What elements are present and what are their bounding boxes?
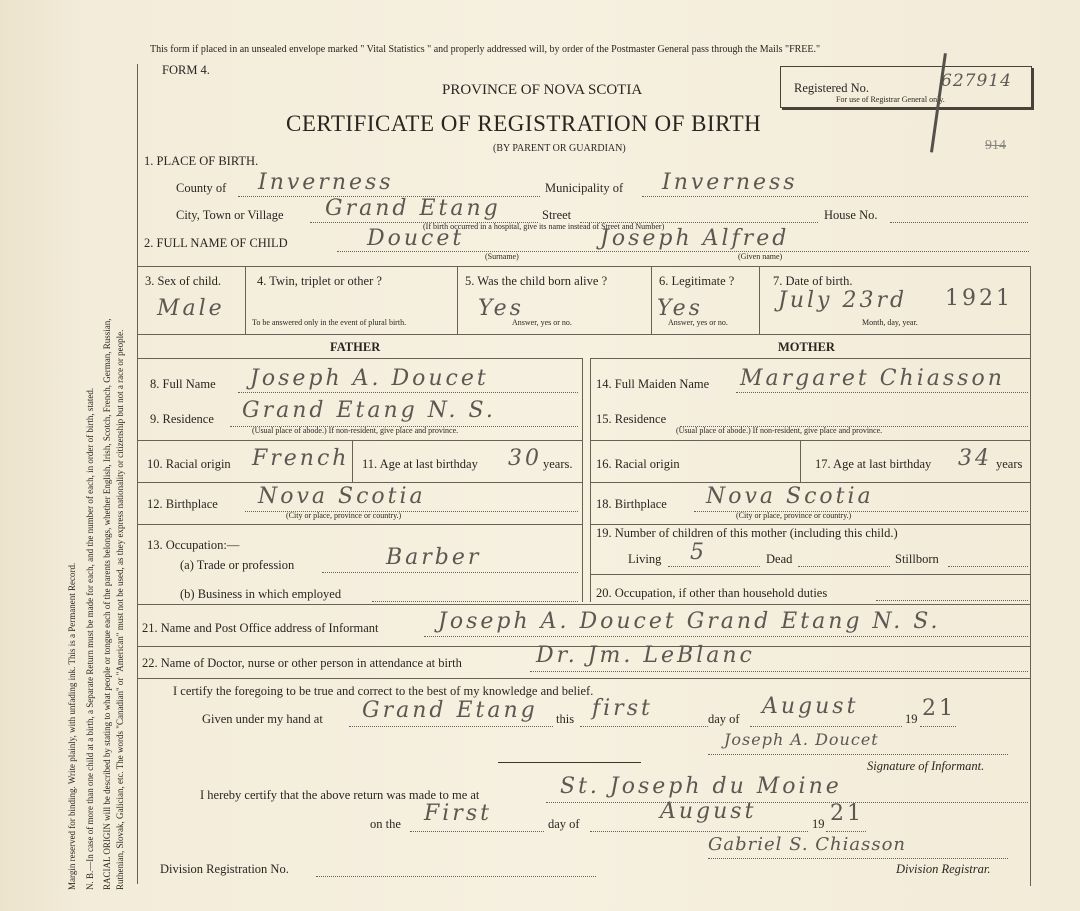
return-place: St. Joseph du Moine [560,774,842,799]
father-years: years. [543,457,573,471]
children-count-label: 19. Number of children of this mother (including this child.) [596,526,898,540]
return-year-suffix: 21 [830,801,864,826]
mother-name: Margaret Chiasson [740,366,1005,391]
mother-residence-note: (Usual place of abode.) If non-resident, give place and province. [676,426,883,435]
day-of-label: day of [708,712,740,726]
certify-statement: I certify the foregoing to be true and correct to the best of my knowledge and belief. [173,684,594,698]
twin-label: 4. Twin, triplet or other ? [257,274,382,288]
informant-value: Joseph A. Doucet Grand Etang N. S. [438,609,941,634]
mother-heading: MOTHER [778,340,835,354]
father-age: 30 [508,446,542,471]
form-number: FORM 4. [162,63,210,77]
return-month: August [660,799,757,824]
hospital-note: (If birth occurred in a hospital, give its name instead of Street and Number) [423,222,665,231]
father-race: French [252,446,350,471]
registrar-note: For use of Registrar General only. [836,95,945,104]
return-statement: I hereby certify that the above return was made to me at [200,788,480,802]
business-label: (b) Business in which employed [180,587,342,601]
county-label: County of [176,181,227,195]
corner-mark: 914 [985,138,1006,153]
signature-label: Signature of Informant. [867,759,985,773]
place-of-birth-label: 1. PLACE OF BIRTH. [144,154,259,168]
division-registration-label: Division Registration No. [160,862,289,876]
given-place: Grand Etang [362,698,538,723]
informant-label: 21. Name and Post Office address of Informant [142,621,379,635]
father-name-label: 8. Full Name [150,377,216,391]
page-subtitle: (BY PARENT OR GUARDIAN) [493,143,626,154]
dob-label: 7. Date of birth. [773,274,853,288]
trade-label: (a) Trade or profession [180,558,295,572]
dob-year: 1921 [945,286,1013,311]
street-label: Street [542,208,572,222]
house-label: House No. [824,208,878,222]
child-given-name: Joseph Alfred [600,226,790,251]
mother-race-label: 16. Racial origin [596,457,680,471]
father-heading: FATHER [330,340,381,354]
mother-birthplace-label: 18. Birthplace [596,497,667,511]
given-month: August [762,694,859,719]
father-residence: Grand Etang N. S. [242,398,496,423]
right-border [1030,266,1031,886]
page-title: CERTIFICATE OF REGISTRATION OF BIRTH [286,111,762,136]
mother-name-label: 14. Full Maiden Name [596,377,710,391]
given-year-prefix: 19 [905,712,918,726]
registered-label: Registered No. [794,81,869,95]
father-age-label: 11. Age at last birthday [362,457,478,471]
mother-age-label: 17. Age at last birthday [815,457,932,471]
mother-residence-label: 15. Residence [596,412,667,426]
city-value: Grand Etang [325,196,501,221]
twin-note: To be answered only in the event of plural birth. [252,318,407,327]
legitimate-note: Answer, yes or no. [668,318,728,327]
informant-signature: Joseph A. Doucet [724,730,879,749]
this-label: this [556,712,575,726]
father-birthplace-note: (City or place, province or country.) [286,511,402,520]
city-label: City, Town or Village [176,208,284,222]
dob-note: Month, day, year. [862,318,918,327]
mother-birthplace-note: (City or place, province or country.) [736,511,852,520]
mother-age: 34 [958,446,992,471]
return-day-of-label: day of [548,817,580,831]
division-registrar-label: Division Registrar. [896,862,991,876]
margin-note-nb: N. B.—In case of more than one child at a birth, a Separate Return must be made for each, and the number of each, in order of birth, stated. [85,387,95,890]
surname-note: (Surname) [485,252,519,261]
given-day: first [592,696,653,721]
alive-value: Yes [478,296,524,321]
margin-note-racial-2: Ruthenian, Slovak, Galician, etc. The words "Canadian" or "American" must not be used, as they express nationality or citizenship but not a race or people. [115,329,125,890]
father-race-label: 10. Racial origin [147,457,231,471]
margin-note-racial-1: RACIAL ORIGIN will be described by stating to what people or tongue each of the parents belongs, whether English, Irish, Scotch, French, German, Russian, [102,318,112,890]
left-border [137,64,138,884]
dob-value: July 23rd [778,288,908,313]
father-residence-label: 9. Residence [150,412,214,426]
sex-label: 3. Sex of child. [145,274,222,288]
legitimate-label: 6. Legitimate ? [659,274,735,288]
return-day: First [424,801,492,826]
registered-number: 627914 [941,71,1012,91]
mail-note: This form if placed in an unsealed envelope marked " Vital Statistics " and properly addressed will, by order of the Postmaster General pass through the Mails "FREE." [150,44,821,55]
child-surname: Doucet [367,226,465,251]
province-heading: PROVINCE OF NOVA SCOTIA [442,82,643,98]
doctor-value: Dr. Jm. LeBlanc [536,643,755,668]
father-residence-note: (Usual place of abode.) If non-resident, give place and province. [252,426,459,435]
mother-years: years [996,457,1023,471]
county-value: Inverness [258,170,394,195]
occupation-label: 13. Occupation:— [147,538,240,552]
father-birthplace: Nova Scotia [258,484,426,509]
return-year-prefix: 19 [812,817,825,831]
given-under-label: Given under my hand at [202,712,323,726]
sex-value: Male [157,296,225,321]
father-trade: Barber [386,545,482,570]
father-name: Joseph A. Doucet [250,366,489,391]
given-year-suffix: 21 [922,696,956,721]
given-name-note: (Given name) [738,252,783,261]
living-value: 5 [690,540,707,565]
stillborn-label: Stillborn [895,552,939,566]
living-label: Living [628,552,662,566]
municipality-label: Municipality of [545,181,624,195]
legitimate-value: Yes [657,296,703,321]
father-birthplace-label: 12. Birthplace [147,497,218,511]
margin-note-binding: Margin reserved for binding. Write plainly, with unfading ink. This is a Permanent Record. [67,562,77,890]
child-name-label: 2. FULL NAME OF CHILD [144,236,288,250]
registrar-signature: Gabriel S. Chiasson [708,834,907,855]
doctor-label: 22. Name of Doctor, nurse or other person in attendance at birth [142,656,462,670]
registered-box [780,66,1032,108]
alive-note: Answer, yes or no. [512,318,572,327]
dead-label: Dead [766,552,793,566]
mother-birthplace: Nova Scotia [706,484,874,509]
mother-occupation-label: 20. Occupation, if other than household duties [596,586,828,600]
return-on-the-label: on the [370,817,401,831]
alive-label: 5. Was the child born alive ? [465,274,608,288]
municipality-value: Inverness [662,170,798,195]
